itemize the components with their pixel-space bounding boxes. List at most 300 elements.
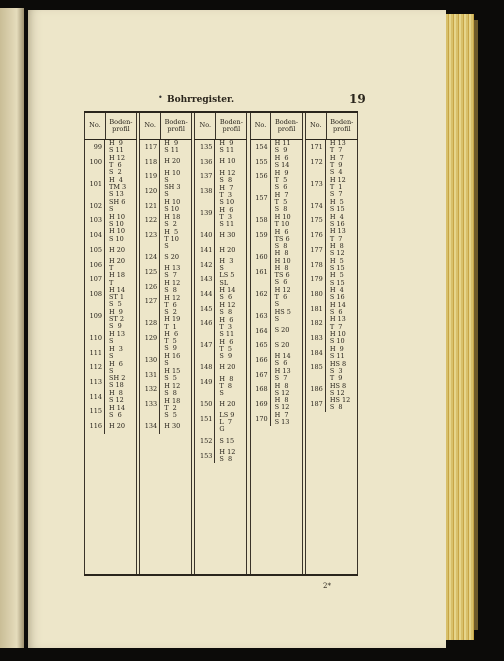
table-row	[195, 206, 246, 228]
bore-number: 161	[251, 265, 271, 287]
soil-layer: H 5	[329, 271, 344, 280]
soil-layer: H 13	[164, 264, 181, 272]
bore-register-table	[84, 111, 358, 576]
soil-layer: H 9	[164, 139, 179, 148]
header-no: No.	[85, 112, 106, 140]
table-row	[306, 243, 357, 258]
soil-layer: S 13	[109, 190, 124, 199]
table-row	[306, 346, 357, 361]
soil-layer: H 12	[164, 293, 181, 302]
soil-layer: S	[164, 241, 169, 250]
bore-number: 163	[251, 309, 271, 324]
table-column-block	[305, 140, 357, 576]
bore-number: 162	[251, 287, 271, 309]
soil-profile	[215, 228, 245, 243]
soil-layer: S 10	[109, 234, 124, 243]
bore-number: 145	[195, 302, 215, 317]
book-cover-edge	[474, 20, 478, 630]
soil-layer: S	[164, 175, 169, 184]
soil-layer: H 18	[164, 212, 181, 221]
soil-profile	[215, 316, 245, 338]
soil-profile	[105, 177, 135, 199]
soil-layer: T 1	[164, 322, 177, 331]
soil-profile	[326, 272, 356, 287]
table-row	[85, 213, 136, 228]
soil-layer: H 6	[109, 359, 123, 368]
soil-layer: H 14	[329, 300, 346, 309]
soil-layer: H 10	[274, 256, 291, 265]
bore-number: 148	[195, 360, 215, 375]
header-profile: Boden- profil	[326, 112, 357, 140]
soil-layer: T 3	[219, 212, 233, 221]
soil-layer: H 8	[274, 249, 289, 258]
table-row	[195, 397, 246, 412]
soil-layer: H 8	[274, 396, 289, 405]
soil-profile	[326, 199, 356, 214]
soil-profile	[105, 213, 135, 228]
soil-layer: S 12	[274, 388, 290, 397]
bore-number: 115	[85, 404, 105, 419]
bore-number: 104	[85, 228, 105, 243]
bore-number: 103	[85, 213, 105, 228]
bore-number: 140	[195, 228, 215, 243]
table-row	[251, 191, 302, 213]
bore-number: 121	[140, 199, 160, 214]
soil-layer: S	[109, 352, 114, 361]
table-row	[85, 228, 136, 243]
soil-layer: H 7	[274, 190, 289, 199]
soil-layer: H 30	[219, 230, 236, 239]
soil-layer: H 13	[329, 315, 346, 324]
soil-layer: H 8	[274, 381, 289, 390]
bore-number: 108	[85, 287, 105, 309]
table-row	[251, 213, 302, 228]
bore-number: 137	[195, 169, 215, 184]
soil-profile	[160, 213, 190, 228]
page-header	[0, 92, 504, 109]
table-body-row	[85, 140, 358, 576]
table-row	[195, 434, 246, 449]
bore-number: 187	[306, 397, 326, 412]
table-row	[85, 272, 136, 287]
table-row	[251, 169, 302, 191]
table-row	[195, 316, 246, 338]
soil-profile	[271, 213, 301, 228]
table-row	[195, 272, 246, 287]
bore-number: 132	[140, 382, 160, 397]
soil-layer: H 9	[274, 168, 289, 177]
soil-profile	[271, 382, 301, 397]
table-row	[306, 302, 357, 317]
soil-profile	[215, 155, 245, 170]
soil-layer: S	[219, 263, 224, 272]
soil-layer: S 8	[329, 403, 343, 412]
bore-number: 133	[140, 397, 160, 419]
soil-layer: S 11	[109, 146, 124, 155]
soil-profile	[271, 140, 301, 155]
bore-number: 171	[306, 140, 326, 155]
bore-number: 156	[251, 169, 271, 191]
soil-layer: S 9	[109, 322, 122, 331]
table-row	[251, 338, 302, 353]
soil-layer: H 6	[219, 337, 234, 346]
bore-number: 136	[195, 155, 215, 170]
bore-number: 113	[85, 375, 105, 390]
bore-number: 102	[85, 199, 105, 214]
soil-profile	[326, 287, 356, 302]
soil-layer: T 9	[329, 161, 343, 170]
table-row	[140, 228, 191, 250]
table-row	[85, 155, 136, 177]
bore-number: 186	[306, 382, 326, 397]
soil-layer: H 11	[274, 139, 291, 148]
soil-layer: LS 5	[219, 271, 235, 280]
table-row	[251, 382, 302, 397]
table-header-row	[85, 112, 358, 140]
soil-layer: S 5	[109, 300, 122, 309]
soil-layer: S 13	[274, 418, 290, 427]
soil-profile	[215, 412, 245, 434]
table-row	[85, 258, 136, 273]
soil-layer: H 9	[329, 344, 344, 353]
table-row	[195, 140, 246, 155]
table-row	[140, 397, 191, 419]
soil-layer: SL	[219, 278, 229, 287]
soil-layer: H 15	[164, 366, 181, 375]
table-row	[140, 368, 191, 383]
table-row	[306, 140, 357, 155]
table-row	[140, 199, 191, 214]
bore-number: 168	[251, 382, 271, 397]
bore-number: 176	[306, 228, 326, 243]
soil-profile	[271, 191, 301, 213]
soil-profile	[215, 169, 245, 184]
soil-layer: H 12	[219, 447, 236, 456]
soil-layer: H 13	[274, 366, 291, 375]
soil-profile	[271, 338, 301, 353]
soil-layer: S 11	[219, 219, 235, 228]
bore-number: 135	[195, 140, 215, 155]
header-no: No.	[305, 112, 326, 140]
soil-layer: S 20	[274, 341, 290, 350]
soil-layer: S 12	[109, 396, 124, 405]
soil-profile	[326, 360, 356, 382]
soil-layer: H 10	[164, 197, 181, 206]
soil-profile	[326, 228, 356, 243]
soil-layer: H 7	[219, 183, 234, 192]
soil-profile	[160, 199, 190, 214]
table-row	[140, 265, 191, 280]
table-row	[195, 338, 246, 360]
soil-layer: S 18	[109, 381, 124, 390]
soil-layer: S 11	[329, 352, 345, 360]
soil-layer: H 20	[109, 245, 126, 254]
soil-layer: S 20	[274, 326, 290, 335]
bore-number: 99	[85, 140, 105, 155]
soil-layer: H 20	[219, 363, 236, 372]
soil-layer: H 30	[164, 421, 181, 430]
bore-number: 101	[85, 177, 105, 199]
table-row	[140, 169, 191, 184]
soil-profile	[271, 397, 301, 412]
bore-number: 122	[140, 213, 160, 228]
bore-number: 118	[140, 155, 160, 170]
table-row	[140, 184, 191, 199]
table-row	[306, 331, 357, 346]
soil-layer: H 12	[164, 381, 181, 390]
bore-number: 185	[306, 360, 326, 382]
soil-layer: S 10	[164, 205, 179, 214]
soil-layer: H 12	[274, 286, 291, 295]
bore-number: 107	[85, 272, 105, 287]
soil-profile	[105, 360, 135, 375]
bore-number: 152	[195, 434, 215, 449]
table-row	[85, 360, 136, 375]
bore-number: 130	[140, 353, 160, 368]
soil-layer: SH 6	[109, 197, 126, 206]
soil-layer: H 10	[274, 212, 291, 221]
soil-layer: H 9	[109, 308, 123, 317]
soil-profile	[326, 155, 356, 177]
bore-number: 172	[306, 155, 326, 177]
bore-number: 166	[251, 353, 271, 368]
bore-number: 178	[306, 258, 326, 273]
header-profile: Boden- profil	[105, 112, 136, 140]
soil-layer: H 6	[164, 330, 179, 339]
soil-layer: TS 6	[274, 271, 290, 280]
bore-number: 120	[140, 184, 160, 199]
soil-layer: S	[109, 205, 114, 214]
soil-profile	[160, 353, 190, 368]
soil-layer: T 5	[219, 344, 233, 353]
soil-profile	[326, 346, 356, 361]
bore-number: 105	[85, 243, 105, 258]
table-row	[251, 265, 302, 287]
soil-layer: S 12	[274, 403, 290, 412]
soil-layer: S 2	[164, 219, 177, 228]
soil-profile	[215, 449, 245, 464]
soil-layer: H 12	[164, 278, 181, 287]
table-column-block	[250, 140, 302, 576]
soil-layer: T 5	[274, 197, 288, 206]
bore-number: 184	[306, 346, 326, 361]
soil-profile	[105, 287, 135, 309]
soil-layer: H 8	[109, 388, 123, 397]
bore-number: 123	[140, 228, 160, 250]
soil-layer: S 15	[219, 436, 235, 445]
soil-layer: H 14	[219, 286, 236, 295]
soil-layer: T 7	[329, 146, 343, 155]
bore-number: 179	[306, 272, 326, 287]
soil-profile	[271, 228, 301, 250]
soil-layer: H 5	[164, 227, 179, 236]
bore-number: 180	[306, 287, 326, 302]
soil-layer: H 12	[219, 300, 236, 309]
soil-layer: S 12	[329, 249, 345, 258]
bore-number: 177	[306, 243, 326, 258]
soil-layer: S 8	[164, 285, 177, 294]
table-row	[251, 353, 302, 368]
soil-profile	[326, 331, 356, 346]
bore-number: 134	[140, 419, 160, 434]
soil-layer: S 15	[329, 263, 345, 272]
bore-number: 164	[251, 324, 271, 339]
soil-profile	[160, 250, 190, 265]
bore-number: 173	[306, 177, 326, 199]
soil-layer: S 6	[274, 278, 288, 287]
bore-number: 158	[251, 213, 271, 228]
bore-number: 147	[195, 338, 215, 360]
soil-profile	[215, 287, 245, 302]
table-row	[195, 412, 246, 434]
table-row	[251, 412, 302, 427]
table-row	[306, 258, 357, 273]
soil-layer: T 3	[219, 322, 233, 331]
table-row	[195, 184, 246, 206]
bore-number: 124	[140, 250, 160, 265]
table-row	[140, 353, 191, 368]
soil-layer: H 10	[219, 157, 236, 166]
table-row	[195, 228, 246, 243]
bore-number: 183	[306, 331, 326, 346]
soil-profile	[105, 419, 135, 434]
bore-number: 153	[195, 449, 215, 464]
soil-layer: H 19	[164, 315, 181, 324]
soil-layer: S 6	[219, 293, 233, 302]
soil-layer: S 3	[329, 366, 343, 375]
soil-profile	[215, 360, 245, 375]
soil-profile	[160, 169, 190, 184]
soil-profile	[215, 140, 245, 155]
soil-profile	[326, 243, 356, 258]
soil-profile	[105, 140, 135, 155]
table-row	[85, 404, 136, 419]
soil-layer: L 7	[219, 418, 232, 427]
soil-layer: S 7	[329, 190, 343, 199]
soil-layer: T 7	[329, 322, 343, 331]
soil-profile	[160, 419, 190, 434]
table-row	[85, 346, 136, 361]
soil-layer: S 9	[164, 344, 177, 353]
table-row	[85, 390, 136, 405]
soil-profile	[215, 184, 245, 206]
soil-layer: H 8	[329, 241, 344, 250]
table-column-block	[140, 140, 192, 576]
bore-number: 150	[195, 397, 215, 412]
soil-profile	[105, 243, 135, 258]
soil-layer: T 6	[164, 300, 177, 309]
soil-layer: S 9	[219, 351, 233, 360]
table-row	[140, 280, 191, 295]
soil-layer: S 12	[329, 388, 345, 397]
soil-layer: S 8	[219, 454, 233, 463]
soil-profile	[271, 412, 301, 427]
soil-layer: H 5	[329, 256, 344, 265]
bore-number: 160	[251, 250, 271, 265]
bore-number: 126	[140, 280, 160, 295]
table-row	[85, 331, 136, 346]
table-row	[306, 177, 357, 199]
bore-number: 117	[140, 140, 160, 155]
soil-layer: S 9	[274, 146, 288, 155]
soil-layer: LS 9	[219, 411, 235, 420]
bore-number: 110	[85, 331, 105, 346]
soil-layer: S 5	[164, 410, 177, 419]
soil-layer: H 14	[109, 286, 126, 295]
soil-layer: S 2	[109, 168, 122, 177]
soil-profile	[160, 184, 190, 199]
soil-layer: T 10	[274, 219, 290, 228]
soil-layer: H 18	[164, 396, 181, 405]
soil-profile	[215, 206, 245, 228]
soil-layer: SH 3	[164, 183, 181, 192]
soil-layer: S 15	[329, 278, 345, 287]
table-row	[195, 155, 246, 170]
soil-layer: H 10	[329, 330, 346, 339]
table-row	[306, 287, 357, 302]
table-row	[140, 140, 191, 155]
header-profile: Boden- profil	[161, 112, 192, 140]
soil-layer: S 2	[164, 307, 177, 316]
soil-profile	[271, 324, 301, 339]
soil-profile	[215, 258, 245, 273]
bore-number: 139	[195, 206, 215, 228]
soil-layer: TM 3	[109, 183, 127, 192]
soil-layer: S 10	[109, 219, 124, 228]
soil-profile	[215, 243, 245, 258]
table-row	[306, 316, 357, 331]
header-no: No.	[250, 112, 271, 140]
soil-layer: H 6	[274, 153, 289, 162]
soil-profile	[271, 250, 301, 265]
soil-layer: H 6	[219, 315, 234, 324]
soil-profile	[326, 316, 356, 331]
table-row	[306, 382, 357, 397]
soil-layer: S 6	[274, 359, 288, 368]
soil-layer: H 12	[329, 176, 346, 185]
soil-layer: H 7	[329, 154, 344, 163]
soil-layer: H 10	[109, 212, 126, 221]
soil-profile	[160, 265, 190, 280]
soil-profile	[160, 316, 190, 331]
soil-profile	[105, 331, 135, 346]
soil-layer: HS 5	[274, 308, 291, 317]
soil-profile	[160, 140, 190, 155]
bore-number: 154	[251, 140, 271, 155]
bore-number: 170	[251, 412, 271, 427]
soil-profile	[160, 280, 190, 295]
soil-profile	[326, 258, 356, 273]
table-row	[140, 294, 191, 316]
soil-layer: T 2	[164, 403, 177, 412]
bore-number: 128	[140, 316, 160, 331]
soil-profile	[271, 309, 301, 324]
soil-layer: S	[219, 388, 224, 397]
soil-profile	[105, 375, 135, 390]
table-column-block	[195, 140, 247, 576]
bore-number: 174	[306, 199, 326, 214]
soil-layer: S	[164, 190, 169, 199]
soil-layer: HS 8	[329, 381, 347, 390]
soil-layer: H 10	[164, 168, 181, 177]
table-row	[85, 287, 136, 309]
soil-profile	[160, 294, 190, 316]
soil-layer: S	[164, 359, 169, 368]
soil-profile	[271, 169, 301, 191]
soil-layer: H 6	[274, 227, 289, 236]
soil-layer: T	[109, 263, 114, 272]
table-row	[140, 155, 191, 170]
